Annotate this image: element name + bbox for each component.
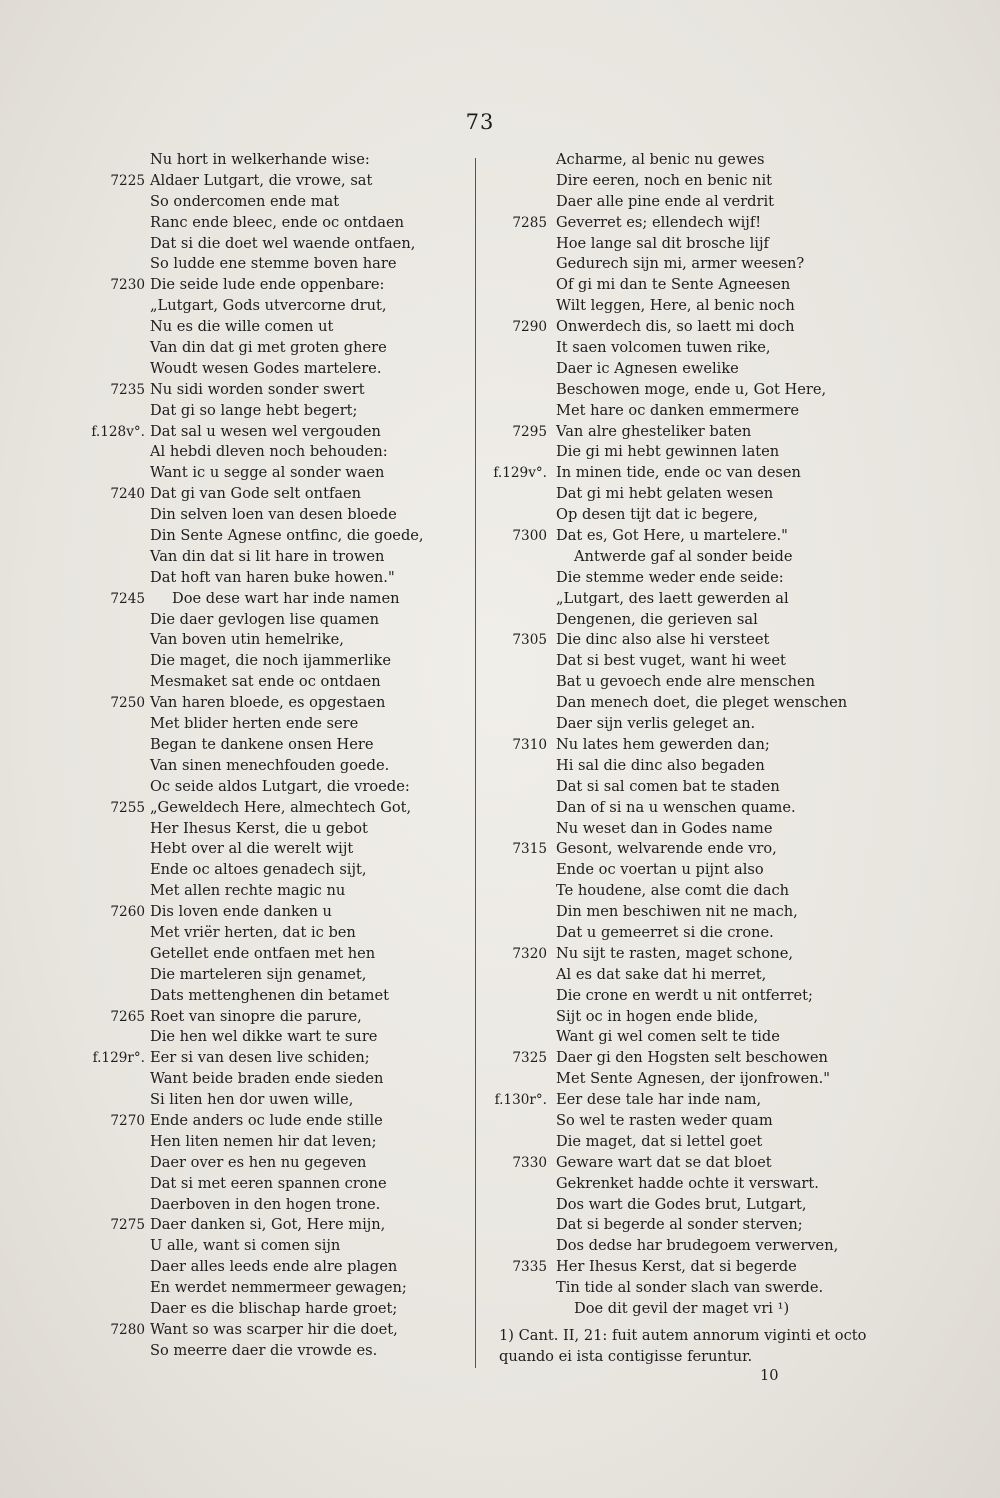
verse-line <box>490 234 910 255</box>
verse-text: Gekrenket hadde ochte it verswart. <box>556 1174 819 1192</box>
verse-text: Want beide braden ende sieden <box>150 1070 384 1088</box>
verse-line <box>40 1007 460 1028</box>
verse-text: Die gi mi hebt gewinnen laten <box>556 443 780 461</box>
verse-line <box>490 902 910 923</box>
verse-line <box>40 1048 460 1069</box>
verse-line <box>490 1195 910 1216</box>
verse-text: Daer sijn verlis geleget an. <box>556 715 756 733</box>
verse-text: Daer alles leeds ende alre plagen <box>150 1258 398 1276</box>
verse-text: Doe dese wart har inde namen <box>172 589 400 607</box>
line-number: 7330 <box>512 1154 547 1171</box>
line-number: 7300 <box>512 528 547 545</box>
verse-line <box>40 839 460 860</box>
verse-line <box>40 1174 460 1195</box>
verse-text: Ende anders oc lude ende stille <box>150 1111 383 1129</box>
verse-text: Van boven utin hemelrike, <box>150 631 344 649</box>
verse-text: Roet van sinopre die parure, <box>150 1007 362 1025</box>
verse-line <box>490 171 910 192</box>
verse-text: Met allen rechte magic nu <box>150 882 346 900</box>
verse-line <box>490 1132 910 1153</box>
verse-line <box>40 881 460 902</box>
verse-text: Ende oc voertan u pijnt also <box>556 861 764 879</box>
verse-text: Dat es, Got Here, u martelere." <box>556 527 788 545</box>
column-divider <box>475 158 476 1368</box>
verse-text: In minen tide, ende oc van desen <box>556 464 801 482</box>
verse-text: Dengenen, die gerieven sal <box>556 610 758 628</box>
verse-line <box>40 1299 460 1320</box>
verse-line <box>490 317 910 338</box>
verse-line <box>490 401 910 422</box>
verse-line <box>40 254 460 275</box>
verse-line <box>490 777 910 798</box>
verse-text: Hi sal die dinc also begaden <box>556 756 765 774</box>
verse-text: Dos wart die Godes brut, Lutgart, <box>556 1195 807 1213</box>
verse-line <box>40 338 460 359</box>
verse-text: Met vriër herten, dat ic ben <box>150 923 356 941</box>
verse-text: Dat u gemeerret si die crone. <box>556 923 774 941</box>
verse-text: Daer es die blischap harde groet; <box>150 1299 398 1317</box>
verse-line <box>40 442 460 463</box>
verse-text: Nu lates hem gewerden dan; <box>556 735 770 753</box>
verse-text: Nu weset dan in Godes name <box>556 819 773 837</box>
verse-text: Dat si die doet wel waende ontfaen, <box>150 234 416 252</box>
verse-line <box>40 819 460 840</box>
verse-line <box>490 881 910 902</box>
verse-line <box>40 651 460 672</box>
verse-text: Geverret es; ellendech wijf! <box>556 213 762 231</box>
verse-line <box>40 986 460 1007</box>
verse-line <box>40 275 460 296</box>
verse-text: Antwerde gaf al sonder beide <box>574 547 793 565</box>
verse-line <box>40 1257 460 1278</box>
verse-line <box>40 526 460 547</box>
verse-line <box>490 275 910 296</box>
verse-line <box>490 526 910 547</box>
verse-text: Dat gi van Gode selt ontfaen <box>150 485 362 503</box>
verse-line <box>490 860 910 881</box>
verse-line <box>490 1278 910 1299</box>
verse-text: Nu hort in welkerhande wise: <box>150 151 370 168</box>
line-number: 7335 <box>512 1259 547 1276</box>
verse-text: Eer si van desen live schiden; <box>150 1049 370 1067</box>
line-number: 7280 <box>110 1321 145 1338</box>
verse-text: Hebt over al die werelt wijt <box>150 840 354 858</box>
line-number: 7275 <box>110 1217 145 1234</box>
verse-line <box>40 1111 460 1132</box>
line-number: 7285 <box>512 214 547 231</box>
verse-line <box>490 1153 910 1174</box>
verse-text: Ranc ende bleec, ende oc ontdaen <box>150 213 405 231</box>
verse-text: Dat gi so lange hebt begert; <box>150 401 358 419</box>
verse-text: Die maget, dat si lettel goet <box>556 1132 763 1150</box>
verse-text: Oc seide aldos Lutgart, die vroede: <box>150 777 410 795</box>
verse-line <box>490 359 910 380</box>
verse-text: So meerre daer die vrowde es. <box>150 1341 378 1359</box>
verse-text: Die crone en werdt u nit ontferret; <box>556 986 813 1004</box>
verse-text: Dat si best vuget, want hi weet <box>556 652 786 670</box>
line-number: 7265 <box>110 1008 145 1025</box>
verse-line <box>490 630 910 651</box>
verse-line <box>40 150 460 171</box>
verse-text: Gesont, welvarende ende vro, <box>556 840 777 858</box>
verse-line <box>40 693 460 714</box>
verse-line <box>490 1048 910 1069</box>
verse-line <box>490 1069 910 1090</box>
line-number: 7245 <box>110 590 145 607</box>
line-number: 7235 <box>110 381 145 398</box>
verse-text: Nu sijt te rasten, maget schone, <box>556 944 794 962</box>
verse-line <box>40 589 460 610</box>
verse-line <box>490 192 910 213</box>
verse-line <box>40 296 460 317</box>
verse-line <box>40 944 460 965</box>
verse-text: Van alre ghesteliker baten <box>556 422 752 440</box>
page-number: 73 <box>465 110 495 134</box>
line-number: 7270 <box>110 1112 145 1129</box>
verse-text: Dat gi mi hebt gelaten wesen <box>556 485 774 503</box>
verse-text: Daer danken si, Got, Here mijn, <box>150 1216 386 1234</box>
verse-text: Want ic u segge al sonder waen <box>150 464 385 482</box>
verse-text: Die seide lude ende oppenbare: <box>150 276 385 294</box>
verse-line <box>40 777 460 798</box>
verse-line <box>490 1090 910 1111</box>
verse-line <box>40 965 460 986</box>
verse-line <box>40 171 460 192</box>
verse-line <box>490 756 910 777</box>
line-number: 7290 <box>512 319 547 336</box>
verse-text: Want so was scarper hir die doet, <box>150 1320 398 1338</box>
verse-line <box>40 610 460 631</box>
verse-text: Dan menech doet, die pleget wenschen <box>556 694 848 712</box>
right-column <box>490 150 910 1320</box>
verse-line <box>40 380 460 401</box>
verse-line <box>490 735 910 756</box>
verse-text: Met blider herten ende sere <box>150 715 359 733</box>
verse-text: Die maget, die noch ijammerlike <box>150 652 391 670</box>
verse-line <box>40 1320 460 1341</box>
verse-text: Van haren bloede, es opgestaen <box>150 694 386 712</box>
verse-text: Die marteleren sijn genamet, <box>150 965 367 983</box>
verse-line <box>490 1257 910 1278</box>
verse-line <box>490 839 910 860</box>
verse-text: So ludde ene stemme boven hare <box>150 255 397 273</box>
line-number: 7255 <box>110 799 145 816</box>
verse-text: Daer alle pine ende al verdrit <box>556 192 775 210</box>
line-number: 7240 <box>110 486 145 503</box>
verse-line <box>40 505 460 526</box>
verse-text: Nu sidi worden sonder swert <box>150 380 365 398</box>
verse-text: Geware wart dat se dat bloet <box>556 1153 772 1171</box>
verse-text: Van din dat si lit hare in trowen <box>150 547 385 565</box>
line-number: 7305 <box>512 632 547 649</box>
verse-line <box>490 213 910 234</box>
verse-line <box>490 422 910 443</box>
verse-text: Getellet ende ontfaen met hen <box>150 944 376 962</box>
line-number: 7325 <box>512 1050 547 1067</box>
verse-line <box>40 1027 460 1048</box>
verse-line <box>40 1153 460 1174</box>
verse-text: Dan of si na u wenschen quame. <box>556 798 796 816</box>
verse-line <box>490 610 910 631</box>
verse-text: Din men beschiwen nit ne mach, <box>556 903 798 921</box>
verse-text: Wilt leggen, Here, al benic noch <box>556 297 795 315</box>
verse-line <box>490 254 910 275</box>
verse-text: „Geweldech Here, almechtech Got, <box>150 798 412 816</box>
verse-line <box>490 1174 910 1195</box>
verse-line <box>490 714 910 735</box>
verse-text: Met hare oc danken emmermere <box>556 401 800 419</box>
line-number: f.129v°. <box>493 465 547 482</box>
verse-line <box>490 965 910 986</box>
verse-line <box>40 1132 460 1153</box>
verse-text: „Lutgart, Gods utvercorne drut, <box>150 297 387 315</box>
verse-text: Nu es die wille comen ut <box>150 318 334 336</box>
verse-line <box>490 923 910 944</box>
verse-text: Mesmaket sat ende oc ontdaen <box>150 673 381 691</box>
verse-text: En werdet nemmermeer gewagen; <box>150 1279 407 1297</box>
verse-text: Woudt wesen Godes martelere. <box>150 359 382 377</box>
line-number: f.128v°. <box>91 423 145 440</box>
verse-text: Van din dat gi met groten ghere <box>150 339 387 357</box>
verse-line <box>490 1299 910 1320</box>
verse-line <box>490 589 910 610</box>
verse-text: It saen volcomen tuwen rike, <box>556 339 771 357</box>
verse-line <box>490 442 910 463</box>
verse-text: So wel te rasten weder quam <box>556 1111 773 1129</box>
verse-text: Daerboven in den hogen trone. <box>150 1195 381 1213</box>
left-column <box>40 150 460 1362</box>
verse-line <box>40 798 460 819</box>
verse-text: Daer gi den Hogsten selt beschowen <box>556 1049 828 1067</box>
verse-line <box>40 1195 460 1216</box>
verse-text: So ondercomen ende mat <box>150 192 340 210</box>
verse-text: Bat u gevoech ende alre menschen <box>556 673 816 691</box>
verse-text: Din selven loen van desen bloede <box>150 506 397 524</box>
verse-line <box>40 756 460 777</box>
verse-text: Eer dese tale har inde nam, <box>556 1091 762 1109</box>
verse-text: Onwerdech dis, so laett mi doch <box>556 318 795 336</box>
verse-line <box>40 714 460 735</box>
verse-line <box>40 213 460 234</box>
verse-line <box>40 860 460 881</box>
verse-text: Her Ihesus Kerst, die u gebot <box>150 819 368 837</box>
verse-line <box>490 986 910 1007</box>
line-number: 7250 <box>110 695 145 712</box>
verse-line <box>40 192 460 213</box>
verse-line <box>40 1236 460 1257</box>
verse-line <box>490 505 910 526</box>
verse-line <box>40 359 460 380</box>
verse-line <box>490 463 910 484</box>
verse-line <box>40 672 460 693</box>
verse-line <box>40 1341 460 1362</box>
verse-line <box>490 1236 910 1257</box>
verse-line <box>490 819 910 840</box>
line-number: 7260 <box>110 904 145 921</box>
verse-line <box>490 944 910 965</box>
verse-text: Of gi mi dan te Sente Agneesen <box>556 276 791 294</box>
verse-text: Din Sente Agnese ontfinc, die goede, <box>150 527 424 545</box>
verse-text: Dats mettenghenen din betamet <box>150 986 390 1004</box>
verse-text: Dat si begerde al sonder sterven; <box>556 1216 803 1234</box>
line-number: 7230 <box>110 277 145 294</box>
line-number: f.130r°. <box>494 1092 547 1109</box>
line-number: 7315 <box>512 841 547 858</box>
verse-line <box>490 296 910 317</box>
verse-text: Si liten hen dor uwen wille, <box>150 1091 354 1109</box>
verse-line <box>40 1278 460 1299</box>
verse-line <box>490 547 910 568</box>
verse-line <box>40 568 460 589</box>
verse-text: Dos dedse har brudegoem verwerven, <box>556 1237 839 1255</box>
verse-line <box>490 672 910 693</box>
verse-line <box>40 902 460 923</box>
line-number: 7295 <box>512 423 547 440</box>
verse-line <box>490 1111 910 1132</box>
verse-line <box>40 923 460 944</box>
verse-text: Doe dit gevil der maget vri ¹) <box>574 1299 790 1317</box>
verse-line <box>490 484 910 505</box>
verse-text: Al hebdi dleven noch behouden: <box>150 443 388 461</box>
line-number: 7310 <box>512 736 547 753</box>
line-number: f.129r°. <box>92 1050 145 1067</box>
verse-line <box>40 547 460 568</box>
verse-line <box>490 1215 910 1236</box>
verse-text: Dat si met eeren spannen crone <box>150 1174 387 1192</box>
verse-text: Hen liten nemen hir dat leven; <box>150 1132 377 1150</box>
verse-text: Al es dat sake dat hi merret, <box>556 965 767 983</box>
footnote: 1) Cant. II, 21: fuit autem annorum viginti et octo quando ei ista contigisse feruntur. <box>499 1327 867 1365</box>
verse-text: Dis loven ende danken u <box>150 903 332 921</box>
verse-line <box>490 798 910 819</box>
verse-text: Gedurech sijn mi, armer weesen? <box>556 255 805 273</box>
verse-line <box>40 735 460 756</box>
verse-line <box>40 234 460 255</box>
line-number: 7320 <box>512 945 547 962</box>
verse-text: Op desen tijt dat ic begere, <box>556 506 758 524</box>
verse-text: Aldaer Lutgart, die vrowe, sat <box>150 171 373 189</box>
verse-line <box>40 1215 460 1236</box>
verse-line <box>490 568 910 589</box>
verse-text: Met Sente Agnesen, der ijonfrowen." <box>556 1070 830 1088</box>
verse-text: Die dinc also alse hi versteet <box>556 631 770 649</box>
verse-text: Acharme, al benic nu gewes <box>556 151 765 168</box>
line-number: 7225 <box>110 172 145 189</box>
signature-mark: 10 <box>760 1367 779 1384</box>
verse-line <box>40 463 460 484</box>
verse-text: Van sinen menechfouden goede. <box>150 756 390 774</box>
verse-text: Beschowen moge, ende u, Got Here, <box>556 380 827 398</box>
verse-text: Her Ihesus Kerst, dat si begerde <box>556 1258 797 1276</box>
verse-text: Dire eeren, noch en benic nit <box>556 171 773 189</box>
verse-text: Die daer gevlogen lise quamen <box>150 610 380 628</box>
verse-text: Die hen wel dikke wart te sure <box>150 1028 378 1046</box>
verse-text: U alle, want si comen sijn <box>150 1237 341 1255</box>
verse-text: „Lutgart, des laett gewerden al <box>556 589 789 607</box>
verse-line <box>490 150 910 171</box>
verse-text: Want gi wel comen selt te tide <box>556 1028 780 1046</box>
verse-line <box>490 693 910 714</box>
verse-line <box>490 380 910 401</box>
verse-line <box>490 651 910 672</box>
verse-line <box>40 317 460 338</box>
verse-line <box>490 1027 910 1048</box>
verse-line <box>40 1069 460 1090</box>
verse-line <box>490 338 910 359</box>
verse-line <box>40 484 460 505</box>
verse-text: Dat sal u wesen wel vergouden <box>150 422 381 440</box>
verse-text: Daer ic Agnesen ewelike <box>556 359 739 377</box>
verse-text: Tin tide al sonder slach van swerde. <box>556 1279 824 1297</box>
verse-text: Ende oc altoes genadech sijt, <box>150 861 367 879</box>
verse-text: Dat hoft van haren buke howen." <box>150 568 395 586</box>
verse-line <box>490 1007 910 1028</box>
verse-text: Began te dankene onsen Here <box>150 735 374 753</box>
verse-text: Dat si sal comen bat te staden <box>556 777 780 795</box>
verse-text: Die stemme weder ende seide: <box>556 568 784 586</box>
verse-text: Sijt oc in hogen ende blide, <box>556 1007 759 1025</box>
verse-line <box>40 1090 460 1111</box>
verse-text: Te houdene, alse comt die dach <box>556 882 790 900</box>
verse-text: Daer over es hen nu gegeven <box>150 1153 367 1171</box>
verse-text: Hoe lange sal dit brosche lijf <box>556 234 769 252</box>
verse-line <box>40 422 460 443</box>
verse-line <box>40 630 460 651</box>
verse-line <box>40 401 460 422</box>
